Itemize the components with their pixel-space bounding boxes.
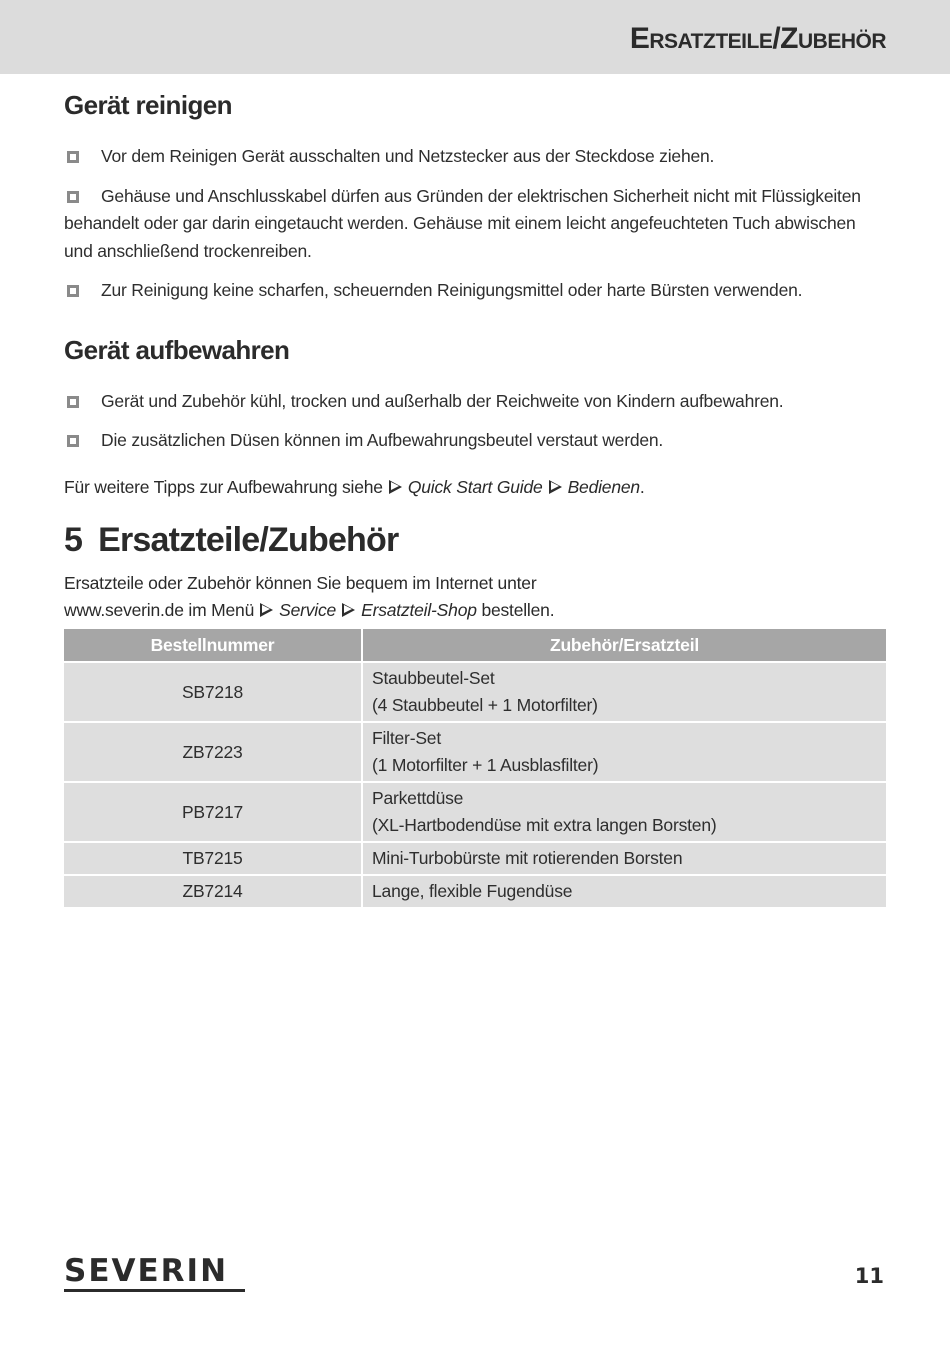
part-name: Staubbeutel-Set [372,668,495,688]
part-name: Lange, flexible Fugendüse [372,881,573,901]
storage-bullet-1 [64,388,886,416]
storage-bullet-2-text: Die zusätzlichen Düsen können im Aufbewahrungsbeutel verstaut werden. [101,430,664,450]
cleaning-bullet-1-text: Vor dem Reinigen Gerät ausschalten und Netzstecker aus der Steckdose ziehen. [101,146,715,166]
order-number-cell: SB7218 [64,662,362,722]
order-number-cell: ZB7223 [64,722,362,782]
storage-bullet-2 [64,427,886,455]
bullet-square-icon [67,151,79,163]
chapter-title: Ersatzteile/Zubehör [98,520,399,559]
order-number-cell: TB7215 [64,842,362,875]
page-content [64,90,886,624]
bullet-square-icon [67,435,79,447]
arrow-right-icon [342,603,355,617]
cleaning-bullet-1 [64,143,886,171]
column-header-order-number: Bestellnummer [64,629,362,662]
parts-table-header-row [64,629,886,662]
part-description-cell [362,842,886,875]
storage-heading: Gerät aufbewahren [64,334,290,365]
part-description-cell [362,722,886,782]
storage-tip-suffix: . [639,476,645,497]
chapter-heading [64,521,886,560]
intro-suffix: bestellen. [481,599,555,620]
part-description-cell [362,782,886,842]
cleaning-bullet-2 [64,183,886,266]
arrow-right-icon [549,480,562,494]
storage-bullet-1-text: Gerät und Zubehör kühl, trocken und außerhalb der Reichweite von Kindern aufbewahren. [101,390,784,411]
service-menu-ref: Service [279,599,337,620]
intro-url-text: www.severin.de im Menü [64,599,255,620]
part-name: Mini-Turbobürste mit rotierenden Borsten [372,848,683,868]
table-row [64,722,886,782]
arrow-right-icon [389,480,402,494]
bullet-square-icon [67,191,79,203]
part-name: Filter-Set [372,728,441,748]
logo-underline [64,1289,245,1292]
order-number-cell: ZB7214 [64,875,362,907]
arrow-right-icon [260,603,273,617]
chapter-number: 5 [64,520,83,559]
severin-logo [64,1253,246,1292]
bedienen-ref: Bedienen [567,476,640,497]
part-description-cell [362,875,886,907]
ersatzteil-shop-ref: Ersatzteil-Shop [361,599,477,620]
header-band [0,0,950,74]
logo-wordmark: SEVERIN [64,1253,229,1289]
part-detail: (XL-Hartbodendüse mit extra langen Borsten) [372,815,717,835]
table-row [64,875,886,907]
chapter-intro-line-1: Ersatzteile oder Zubehör können Sie bequem im Internet unter [64,572,537,593]
part-name: Parkettdüse [372,788,464,808]
parts-table [64,629,886,907]
chapter-intro [64,570,886,624]
order-number-cell: PB7217 [64,782,362,842]
quick-start-guide-ref: Quick Start Guide [407,476,543,497]
part-detail: (4 Staubbeutel + 1 Motorfilter) [372,695,598,715]
storage-tip [64,474,886,501]
running-header-title: Ersatzteile/Zubehör [629,22,886,55]
page-number: 11 [854,1264,884,1288]
cleaning-bullet-3 [64,277,886,305]
cleaning-bullet-3-text: Zur Reinigung keine scharfen, scheuernden Reinigungsmittel oder harte Bürsten verwenden. [101,280,803,300]
table-row [64,662,886,722]
chapter-intro-line-2 [64,597,886,624]
table-row [64,842,886,875]
part-detail: (1 Motorfilter + 1 Ausblasfilter) [372,755,599,775]
part-description-cell [362,662,886,722]
column-header-part: Zubehör/Ersatzteil [362,629,886,662]
table-row [64,782,886,842]
storage-tip-prefix: Für weitere Tipps zur Aufbewahrung siehe [64,476,383,497]
bullet-square-icon [67,285,79,297]
cleaning-heading: Gerät reinigen [64,90,232,120]
cleaning-bullet-2-text: Gehäuse und Anschlusskabel dürfen aus Gründen der elektrischen Sicherheit nicht mit Flüssigkeiten behandelt oder gar darin eingetaucht werden. Gehäuse mit einem leicht angefeuchteten Tuch abwischen und anschließend trockenreiben. [64,185,861,261]
bullet-square-icon [67,396,79,408]
